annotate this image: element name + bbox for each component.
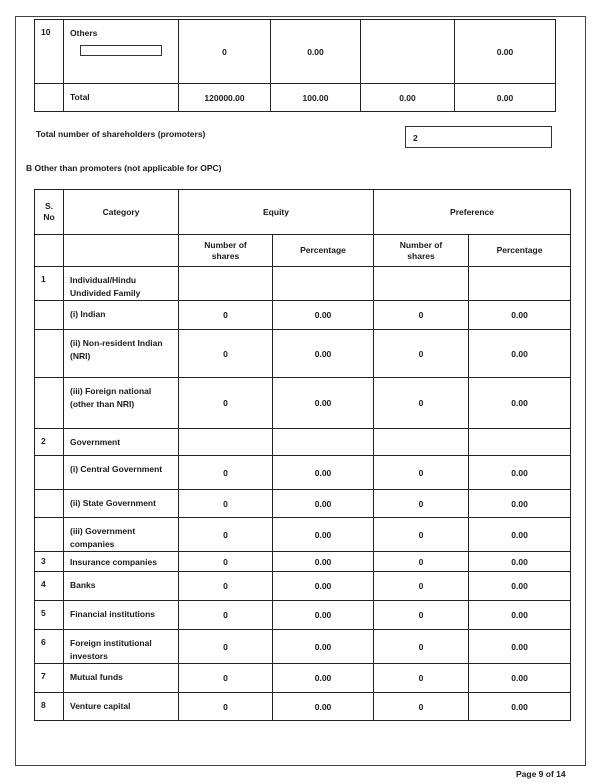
pref-shares-cell: 0 bbox=[374, 630, 469, 664]
table-row bbox=[35, 20, 556, 84]
sno-cell: 8 bbox=[35, 693, 64, 721]
pref-shares-cell bbox=[374, 267, 469, 301]
sno-cell: 10 bbox=[35, 20, 64, 84]
table-row bbox=[35, 601, 571, 630]
pref-pct-cell: 0.00 bbox=[469, 693, 571, 721]
equity-pct-cell: 0.00 bbox=[273, 664, 374, 693]
sno-cell bbox=[35, 84, 64, 112]
sno-cell bbox=[35, 518, 64, 552]
equity-shares-cell: 0 bbox=[179, 552, 273, 572]
equity-pct-cell: 0.00 bbox=[273, 378, 374, 429]
equity-pct-cell: 0.00 bbox=[273, 552, 374, 572]
pref-pct-cell: 0.00 bbox=[469, 490, 571, 518]
table-row bbox=[35, 490, 571, 518]
category-cell: Venture capital bbox=[64, 693, 179, 721]
pref-pct-cell: 0.00 bbox=[469, 518, 571, 552]
sno-cell: 7 bbox=[35, 664, 64, 693]
other-than-promoters-table bbox=[34, 189, 571, 721]
table-row bbox=[35, 518, 571, 552]
category-cell: Individual/Hindu Undivided Family bbox=[64, 267, 179, 301]
category-cell: (i) Indian bbox=[64, 301, 179, 330]
equity-shares-cell: 0 bbox=[179, 572, 273, 601]
pref-shares-cell: 0 bbox=[374, 518, 469, 552]
pref-shares-cell: 0.00 bbox=[361, 84, 455, 112]
equity-shares-cell: 0 bbox=[179, 693, 273, 721]
pref-pct-cell: 0.00 bbox=[469, 601, 571, 630]
equity-header: Equity bbox=[179, 190, 374, 235]
equity-pct-cell: 0.00 bbox=[273, 301, 374, 330]
category-cell: (iii) Foreign national (other than NRI) bbox=[64, 378, 179, 429]
category-cell bbox=[64, 20, 179, 84]
equity-pct-cell: 0.00 bbox=[273, 456, 374, 490]
category-cell: (iii) Government companies bbox=[64, 518, 179, 552]
pref-shares-cell: 0 bbox=[374, 456, 469, 490]
pref-shares-cell: 0 bbox=[374, 301, 469, 330]
category-cell: (i) Central Government bbox=[64, 456, 179, 490]
pref-pct-cell bbox=[469, 267, 571, 301]
shareholders-count-field[interactable]: 2 bbox=[405, 126, 552, 148]
pref-shares-cell: 0 bbox=[374, 552, 469, 572]
table-row bbox=[35, 572, 571, 601]
sno-cell bbox=[35, 301, 64, 330]
table-row bbox=[35, 630, 571, 664]
category-cell: Government bbox=[64, 429, 179, 456]
equity-pct-cell bbox=[273, 267, 374, 301]
page-number: Page 9 of 14 bbox=[516, 769, 566, 779]
equity-pct-cell: 0.00 bbox=[273, 601, 374, 630]
pref-pct-cell: 0.00 bbox=[469, 552, 571, 572]
empty-cell bbox=[35, 235, 64, 267]
pref-shares-cell: 0 bbox=[374, 601, 469, 630]
equity-shares-cell: 0 bbox=[179, 456, 273, 490]
category-cell: Total bbox=[64, 84, 179, 112]
equity-shares-cell: 0 bbox=[179, 630, 273, 664]
equity-pct-cell: 0.00 bbox=[273, 518, 374, 552]
category-cell: Banks bbox=[64, 572, 179, 601]
shareholders-label: Total number of shareholders (promoters) bbox=[36, 129, 206, 139]
category-header: Category bbox=[64, 190, 179, 235]
total-row bbox=[35, 84, 556, 112]
equity-shares-cell: 0 bbox=[179, 490, 273, 518]
category-cell: Insurance companies bbox=[64, 552, 179, 572]
pref-pct-cell: 0.00 bbox=[469, 330, 571, 378]
preference-header: Preference bbox=[374, 190, 571, 235]
sno-cell bbox=[35, 378, 64, 429]
equity-percentage-header: Percentage bbox=[273, 235, 374, 267]
equity-pct-cell: 0.00 bbox=[273, 693, 374, 721]
table-row bbox=[35, 378, 571, 429]
section-b-title: B Other than promoters (not applicable for OPC) bbox=[26, 163, 222, 173]
equity-pct-cell: 0.00 bbox=[271, 20, 361, 84]
equity-shares-cell: 0 bbox=[179, 518, 273, 552]
sno-cell bbox=[35, 456, 64, 490]
equity-pct-cell: 100.00 bbox=[271, 84, 361, 112]
pref-shares-cell bbox=[374, 429, 469, 456]
pref-pct-cell: 0.00 bbox=[455, 20, 556, 84]
table-row bbox=[35, 301, 571, 330]
pref-percentage-header: Percentage bbox=[469, 235, 571, 267]
equity-shares-cell bbox=[179, 267, 273, 301]
sno-cell: 2 bbox=[35, 429, 64, 456]
table-row bbox=[35, 429, 571, 456]
pref-num-shares-header: Number of shares bbox=[374, 235, 469, 267]
table-row bbox=[35, 456, 571, 490]
sno-cell: 3 bbox=[35, 552, 64, 572]
table-row bbox=[35, 693, 571, 721]
header-row bbox=[35, 190, 571, 235]
equity-shares-cell bbox=[179, 429, 273, 456]
sno-cell bbox=[35, 330, 64, 378]
sno-cell bbox=[35, 490, 64, 518]
pref-shares-cell: 0 bbox=[374, 572, 469, 601]
equity-pct-cell: 0.00 bbox=[273, 330, 374, 378]
pref-pct-cell: 0.00 bbox=[469, 456, 571, 490]
equity-shares-cell: 0 bbox=[179, 601, 273, 630]
table-row bbox=[35, 267, 571, 301]
category-cell: Mutual funds bbox=[64, 664, 179, 693]
sno-cell: 5 bbox=[35, 601, 64, 630]
table-row bbox=[35, 552, 571, 572]
pref-shares-cell: 0 bbox=[374, 693, 469, 721]
pref-pct-cell: 0.00 bbox=[469, 630, 571, 664]
equity-num-shares-header: Number of shares bbox=[179, 235, 273, 267]
category-cell: Foreign institutional investors bbox=[64, 630, 179, 664]
pref-pct-cell bbox=[469, 429, 571, 456]
equity-shares-cell: 120000.00 bbox=[179, 84, 271, 112]
equity-pct-cell bbox=[273, 429, 374, 456]
others-specify-field[interactable] bbox=[80, 45, 162, 56]
sno-cell: 6 bbox=[35, 630, 64, 664]
equity-shares-cell: 0 bbox=[179, 20, 271, 84]
pref-pct-cell: 0.00 bbox=[469, 301, 571, 330]
table-row bbox=[35, 664, 571, 693]
sno-cell: 4 bbox=[35, 572, 64, 601]
pref-shares-cell: 0 bbox=[374, 664, 469, 693]
empty-cell bbox=[64, 235, 179, 267]
sno-cell: 1 bbox=[35, 267, 64, 301]
pref-pct-cell: 0.00 bbox=[469, 572, 571, 601]
category-cell: (ii) Non-resident Indian (NRI) bbox=[64, 330, 179, 378]
equity-pct-cell: 0.00 bbox=[273, 490, 374, 518]
subheader-row bbox=[35, 235, 571, 267]
equity-shares-cell: 0 bbox=[179, 664, 273, 693]
equity-pct-cell: 0.00 bbox=[273, 572, 374, 601]
pref-shares-cell: 0 bbox=[374, 378, 469, 429]
pref-shares-cell: 0 bbox=[374, 490, 469, 518]
equity-shares-cell: 0 bbox=[179, 301, 273, 330]
equity-shares-cell: 0 bbox=[179, 378, 273, 429]
pref-shares-cell: 0 bbox=[374, 330, 469, 378]
pref-pct-cell: 0.00 bbox=[455, 84, 556, 112]
category-cell: Financial institutions bbox=[64, 601, 179, 630]
table-row bbox=[35, 330, 571, 378]
equity-pct-cell: 0.00 bbox=[273, 630, 374, 664]
pref-shares-cell bbox=[361, 20, 455, 84]
promoters-table bbox=[34, 19, 556, 112]
equity-shares-cell: 0 bbox=[179, 330, 273, 378]
sno-header: S. No bbox=[35, 190, 64, 235]
pref-pct-cell: 0.00 bbox=[469, 378, 571, 429]
category-label: Others bbox=[70, 28, 98, 38]
category-cell: (ii) State Government bbox=[64, 490, 179, 518]
pref-pct-cell: 0.00 bbox=[469, 664, 571, 693]
